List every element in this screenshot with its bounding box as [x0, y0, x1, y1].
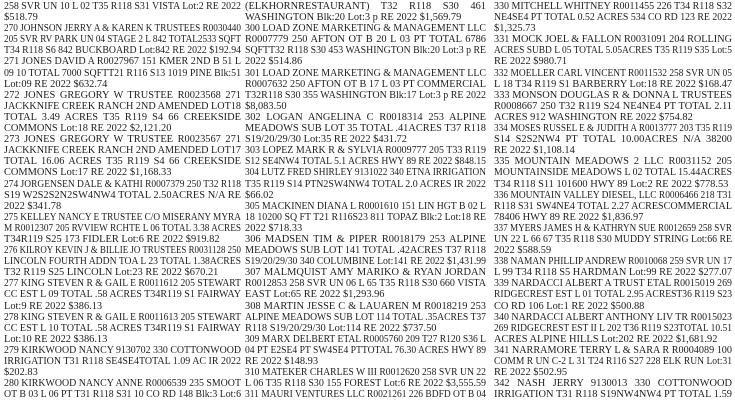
entry-text-line: EAST Lot:65 RE 2022 $1,293.96 — [245, 289, 385, 301]
entry-text-line: 2022 $514.86 — [245, 56, 303, 68]
entry-text-line: 335 MOUNTAIN MEADOWS 2 LLC R0031152 205 — [494, 156, 732, 168]
entry-text-line: CC EST L 09 TOTAL .58 ACRES T34R119 S1 FAIRWAY — [4, 289, 241, 301]
entry-text-line: Lot:09 RE 2022 $632.74 — [4, 78, 108, 90]
entry-text-line: T32R118 S30 355 WASHINGTON Blk:17 Lot:3 p RE 2022 — [245, 89, 486, 101]
entry-text-line: 258 SVR UN 10 L 02 T35 R118 S31 VISTA Lot:2 RE 2022 — [4, 1, 241, 12]
entry-text-line: R0007632 250 AFTON OT B 17 L 03 PT COMMERCIAL — [245, 78, 486, 90]
tax-listing-entry — [245, 334, 486, 367]
entry-text-line: T35 R119 S14 PTN2SW4NW4 TOTAL 2.0 ACRES IR 2022 — [245, 178, 486, 190]
entry-text-line: OT B 03 L 06 PT T31 R118 S31 10 CO RD 148 Blk:3 Lot:6 — [4, 389, 241, 400]
entry-text-line: 303 LOPEZ MARK R & SYLVIA R0009777 205 T33 R119 — [245, 145, 486, 157]
entry-text-line: RE 2022 $502.95 — [494, 367, 568, 379]
entry-text-line: TOTAL 3.49 ACRES T35 R119 S4 66 CREEKSIDE — [4, 111, 241, 123]
entry-text-line: T34R119 S25 173 FIDLER Lot:6 RE 2022 $919.82 — [4, 233, 220, 245]
entry-text-line: COMMONS Lot:18 RE 2022 $2,121.20 — [4, 123, 172, 135]
entry-text-line: 310 MATEKER CHARLES W III R0012620 258 SVR UN 22 — [245, 367, 486, 379]
tax-listing-entry — [494, 223, 732, 256]
entry-text-line: M R0012307 205 RVVIEW RCHTE L 06 TOTAL 3.38 ACRES — [4, 222, 241, 234]
tax-listing-entry — [4, 23, 241, 56]
entry-text-line: 278 KING STEVEN R & GAIL E R0011613 205 STEWART — [4, 311, 241, 323]
entry-text-line: 331 MOCK JOEL & FALLON R0031091 204 ROLLING — [494, 34, 732, 46]
tax-listing-entry — [4, 245, 241, 278]
entry-text-line: TOTAL 16.06 ACRES T35 R119 S4 66 CREEKSIDE — [4, 156, 241, 168]
entry-text-line: IRRIGATION T31 R118 S19NW4NW4 PT TOTAL 1.59 — [494, 389, 732, 400]
entry-text-line: 2022 $588.59 — [494, 245, 552, 257]
entry-text-line: 308 MARTIN JESSE C & LAUAREN M R0018219 253 — [245, 300, 486, 312]
entry-text-line: RE 2022 $980.71 — [494, 56, 568, 68]
column-2 — [245, 1, 486, 400]
entry-text-line: L 99 T34 R118 S5 HARDMAN Lot:99 RE 2022 $277.07 — [494, 267, 732, 279]
entry-text-line: T34 R118 S6 842 BUCKBOARD Lot:842 RE 2022 $192.94 — [4, 45, 241, 57]
tax-listing-entry — [494, 345, 732, 378]
tax-listing-entry — [4, 179, 241, 212]
tax-listing-entry — [4, 90, 241, 134]
entry-text-line: $8,083.50 — [245, 100, 287, 112]
entry-text-line: 307 MALMQUIST AMY MARIKO & RYAN JORDAN — [245, 267, 486, 279]
column-1 — [4, 1, 241, 400]
entry-text-line: $518.79 — [4, 12, 38, 24]
entry-text-line: S19 W2S2S2N2SW4NW4 TOTAL 2.50ACRES N/A RE — [4, 189, 241, 201]
entry-text-line: 337 MYERS JAMES H & KATHRYN SUE R0012659 258 SVR — [494, 222, 732, 234]
entry-text-line: JACKKNIFE CREEK RANCH 2ND AMENDED LOT17 — [4, 145, 241, 157]
entry-text-line: 205 SVR RV PARK UN 04 STAGE 2 L 842 TOTAL2533 SQFT — [4, 34, 241, 46]
tax-listing-entry — [494, 256, 732, 278]
tax-listing-entry — [245, 267, 486, 300]
entry-text-line: L 06 T35 R118 S30 155 FOREST Lot:6 RE 2022 $3,555.59 — [245, 378, 486, 390]
entry-text-line: 338 NAMAN PHILLIP ANDREW R0010068 259 SVR UN 17 — [494, 256, 732, 268]
tax-listing-entry — [245, 367, 486, 389]
tax-listing-entry — [4, 345, 241, 378]
entry-text-line: 340 NARDACCI ALBERT ANTHONY LIV TR R0015023 — [494, 311, 732, 323]
entry-text-line: 04 PT E2SE4 PT SW4SE4 PTTOTAL 76.30 ACRES HWY 89 — [245, 344, 486, 356]
tax-listing-entry — [494, 156, 732, 189]
entry-text-line: NE4SE4 PT TOTAL 0.52 ACRES 534 CO RD 123 RE 2022 — [494, 12, 732, 24]
column-3 — [494, 1, 732, 400]
entry-text-line: 277 KING STEVEN R & GAIL E R0011612 205 STEWART — [4, 278, 241, 290]
tax-listing-entry — [245, 68, 486, 112]
entry-text-line: 274 JORGENSEN DALE & KATHI R0007379 250 T32 R118 — [4, 178, 241, 190]
entry-text-line: MEADOWS SUB LOT 141 TOTAL .42ACRES T37 R118 — [245, 245, 486, 257]
entry-text-line: (ELKHORNRESTAURANT) T32 R118 S30 461 — [245, 1, 486, 12]
entry-text-line: $1,325.73 — [494, 23, 536, 35]
entry-text-line: 270 JOHNSON JERRY A & KAREN K TRUSTEES R0030440 — [4, 23, 241, 35]
entry-text-line: 78406 HWY 89 RE 2022 $1,836.97 — [494, 211, 644, 223]
tax-listing-entry — [4, 378, 241, 400]
entry-text-line: 333 MONSON DOUGLAS R & DONNA L TRUSTEES — [494, 89, 732, 101]
entry-text-line: 309 MARX DELBERT ETAL R0005760 209 T27 R120 S36 L — [245, 333, 486, 345]
entry-text-line: 271 JONES DAVID A R0027967 151 KMER 2ND B 51 L — [4, 56, 241, 68]
entry-text-line: 330 MITCHELL WHITNEY R0011455 226 T34 R118 S32 — [494, 1, 732, 12]
entry-text-line: S14 S2S2NW4 PT TOTAL 10.00ACRES N/A 38200 — [494, 134, 732, 146]
entry-text-line: RE 2022 $148.93 — [245, 356, 319, 367]
entry-text-line: 302 LOGAN ANGELINA C R0018314 253 ALPINE — [245, 111, 486, 123]
tax-listing-entry — [494, 378, 732, 400]
entry-text-line: 304 LUTZ FRED SHIRLEY 9131022 340 ETNA IRRIGATION — [245, 167, 486, 179]
entry-text-line: ACRES 912 WASHINGTON RE 2022 $754.82 — [494, 111, 693, 123]
entry-text-line: 301 LOAD ZONE MARKETING & MANAGEMENT LLC — [245, 67, 486, 79]
entry-text-line: 300 LOAD ZONE MARKETING & MANAGEMENT LLC — [245, 23, 486, 35]
entry-text-line: 332 MOELLER CARL VINCENT R0011532 258 SVR UN 05 — [494, 67, 732, 79]
entry-text-line: 305 MACKINEN DIANA L R0001610 151 LIN HGT B 02 L — [245, 200, 486, 212]
entry-text-line: R118 S31 SW4NE4 TOTAL 2.27 ACRESCOMMERCIAL — [494, 200, 732, 212]
entry-text-line: RIDGECREST EST L 01 TOTAL 2.95 ACREST36 R119 S23 — [494, 289, 732, 301]
entry-text-line: 336 MOUNTAIN VALLEY DIESEL, LLC R0006466 218 T31 — [494, 189, 732, 201]
entry-text-line: 342 NASH JERRY 9130013 330 COTTONWOOD — [494, 378, 732, 390]
entry-text-line: R0008667 250 T32 R119 S24 NE4NE4 PT TOTAL 2.11 — [494, 100, 732, 112]
tax-listing-entry — [4, 212, 241, 245]
tax-listing-entry — [4, 278, 241, 311]
tax-listing-entry — [494, 68, 732, 90]
entry-text-line: S19/20/29/30 Lot:35 RE 2022 $431.72 — [245, 134, 407, 146]
entry-text-line: JACKKNIFE CREEK RANCH 2ND AMENDED LOT18 — [4, 100, 241, 112]
entry-text-line: COMM R UN C-2 L 31 T24 R116 S27 228 ELK RUN Lot:31 — [494, 356, 732, 367]
tax-listing-entry — [4, 312, 241, 345]
entry-text-line: ALPINE MEADOWS SUB LOT 114 TOTAL .35ACRES T37 — [245, 311, 486, 323]
tax-listing-entry — [245, 389, 486, 400]
entry-text-line: 2022 $341.78 — [4, 200, 62, 212]
tax-listing-entry — [494, 312, 732, 345]
entry-text-line: $202.83 — [4, 367, 38, 379]
entry-text-line: Lot:10 RE 2022 $386.13 — [4, 333, 108, 345]
entry-text-line: ACRES SUBD L 05 TOTAL 5.05ACRES T35 R119 S35 Lot:5 — [494, 45, 732, 57]
tax-listing-entry — [245, 234, 486, 267]
entry-text-line: CO RD 106 Lot:1 RE 2022 $500.88 — [494, 300, 645, 312]
tax-listing-entry — [494, 34, 732, 67]
tax-listing-entry — [245, 145, 486, 167]
entry-text-line: 272 JONES GREGORY W TRUSTEE R0023568 271 — [4, 89, 241, 101]
entry-text-line: $66.02 — [245, 189, 274, 201]
entry-text-line: 334 MOSES RUSSEL E & JUDITH A R0013777 203 T35 R119 — [494, 123, 732, 135]
entry-text-line: 306 MADSEN TIM & PIPER R0018179 253 ALPINE — [245, 233, 486, 245]
tax-listing-entry — [245, 201, 486, 234]
entry-text-line: 275 KELLEY NANCY E TRUSTEE C/O MISERANY MYRA — [4, 211, 241, 223]
tax-listing-entry — [245, 1, 486, 23]
entry-text-line: 276 KILROY KEVIN J & BILLIE JO TRUSTEES R0031128 250 — [4, 245, 241, 257]
entry-text-line: 273 JONES GREGORY W TRUSTEE R0023567 271 — [4, 134, 241, 146]
tax-listing-entry — [494, 278, 732, 311]
entry-text-line: RE 2022 $1,108.14 — [494, 145, 575, 157]
entry-text-line: CC EST L 10 TOTAL .58 ACRES T34R119 S1 FAIRWAY — [4, 322, 241, 334]
entry-text-line: MOUNTAINSIDE MEADOWS L 02 TOTAL 15.44ACRES — [494, 167, 732, 179]
entry-text-line: 09 10 TOTAL 7000 SQFTT21 R116 S13 1019 PINE Blk:51 — [4, 67, 241, 79]
entry-text-line: S12 SE4NW4 TOTAL 5.1 ACRES HWY 89 RE 2022 $848.15 — [245, 156, 486, 168]
tax-listing-entry — [245, 167, 486, 200]
tax-listing-entry — [494, 123, 732, 156]
entry-text-line: L 18 T34 R119 S1 BARBERRY Lot:18 RE 2022 $168.47 — [494, 78, 732, 90]
entry-text-line: R0007779 250 AFTON OT B 20 L 03 PT TOTAL 6786 — [245, 34, 486, 46]
entry-text-line: MEADOWS SUB LOT 35 TOTAL .41ACRES T37 R118 — [245, 123, 486, 135]
entry-text-line: WASHINGTON Blk:20 Lot:3 p RE 2022 $1,569.79 — [245, 12, 462, 24]
entry-text-line: 279 KIRKWOOD NANCY 9130702 330 COTTONWOOD — [4, 344, 241, 356]
tax-listing-entry — [245, 301, 486, 334]
entry-text-line: UN 22 L 66 67 T35 R118 S30 MUDDY STRING Lot:66 RE — [494, 233, 732, 245]
entry-text-line: 280 KIRKWOOD NANCY ANNE R0006539 235 SMOOT — [4, 378, 241, 390]
entry-text-line: 311 MAURI VENTURES LLC R0021261 226 BDFD OT B 04 — [245, 389, 486, 400]
entry-text-line: COMMONS Lot:17 RE 2022 $1,168.33 — [4, 167, 172, 179]
tax-listing-entry — [4, 56, 241, 89]
tax-listing-entry — [494, 1, 732, 34]
entry-text-line: S19/20/29/30 340 COLUMBINE Lot:141 RE 2022 $1,431.99 — [245, 256, 486, 268]
tax-listing-entry — [4, 1, 241, 23]
tax-listing-entry — [494, 190, 732, 223]
tax-listing-entry — [245, 112, 486, 145]
entry-text-line: 2022 $718.33 — [245, 222, 303, 234]
tax-listing-entry — [245, 23, 486, 67]
tax-listing-entry — [494, 90, 732, 123]
entry-text-line: 339 NARDACCI ALBERT A TRUST ETAL R0015019 269 — [494, 278, 732, 290]
entry-text-line: 269 RIDGECREST EST II L 202 T36 R119 S23TOTAL 10.51 — [494, 322, 732, 334]
entry-text-line: SQFTT32 R118 S30 453 WASHINGTON Blk:20 Lot:3 p RE — [245, 45, 486, 57]
entry-text-line: ACRES ALPINE HILLS Lot:202 RE 2022 $1,681.92 — [494, 333, 718, 345]
entry-text-line: IRRIGATION T31 R118 SE4SE4TOTAL 1.09 AC IR 2022 — [4, 356, 241, 367]
entry-text-line: R0012853 258 SVR UN 06 L 65 T35 R118 S30 660 VISTA — [245, 278, 486, 290]
entry-text-line: T34 R118 S11 101600 HWY 89 Lot:2 RE 2022 $778.53 — [494, 178, 729, 190]
entry-text-line: Lot:9 RE 2022 $386.13 — [4, 300, 103, 312]
entry-text-line: T32 R119 S25 LINCOLN Lot:23 RE 2022 $670.21 — [4, 267, 219, 279]
entry-text-line: R118 S19/20/29/30 Lot:114 RE 2022 $737.50 — [245, 322, 437, 334]
entry-text-line: 18 10200 SQ FT T21 R116S23 811 TOPAZ Blk:2 Lot:18 RE — [245, 211, 486, 223]
entry-text-line: 341 NARRAMORE TERRY L & SARA R R0004089 100 — [494, 344, 732, 356]
entry-text-line: LINCOLN FOURTH ADDN TOA L 23 TOTAL 1.38ACRES — [4, 256, 241, 268]
tax-listing-entry — [4, 134, 241, 178]
